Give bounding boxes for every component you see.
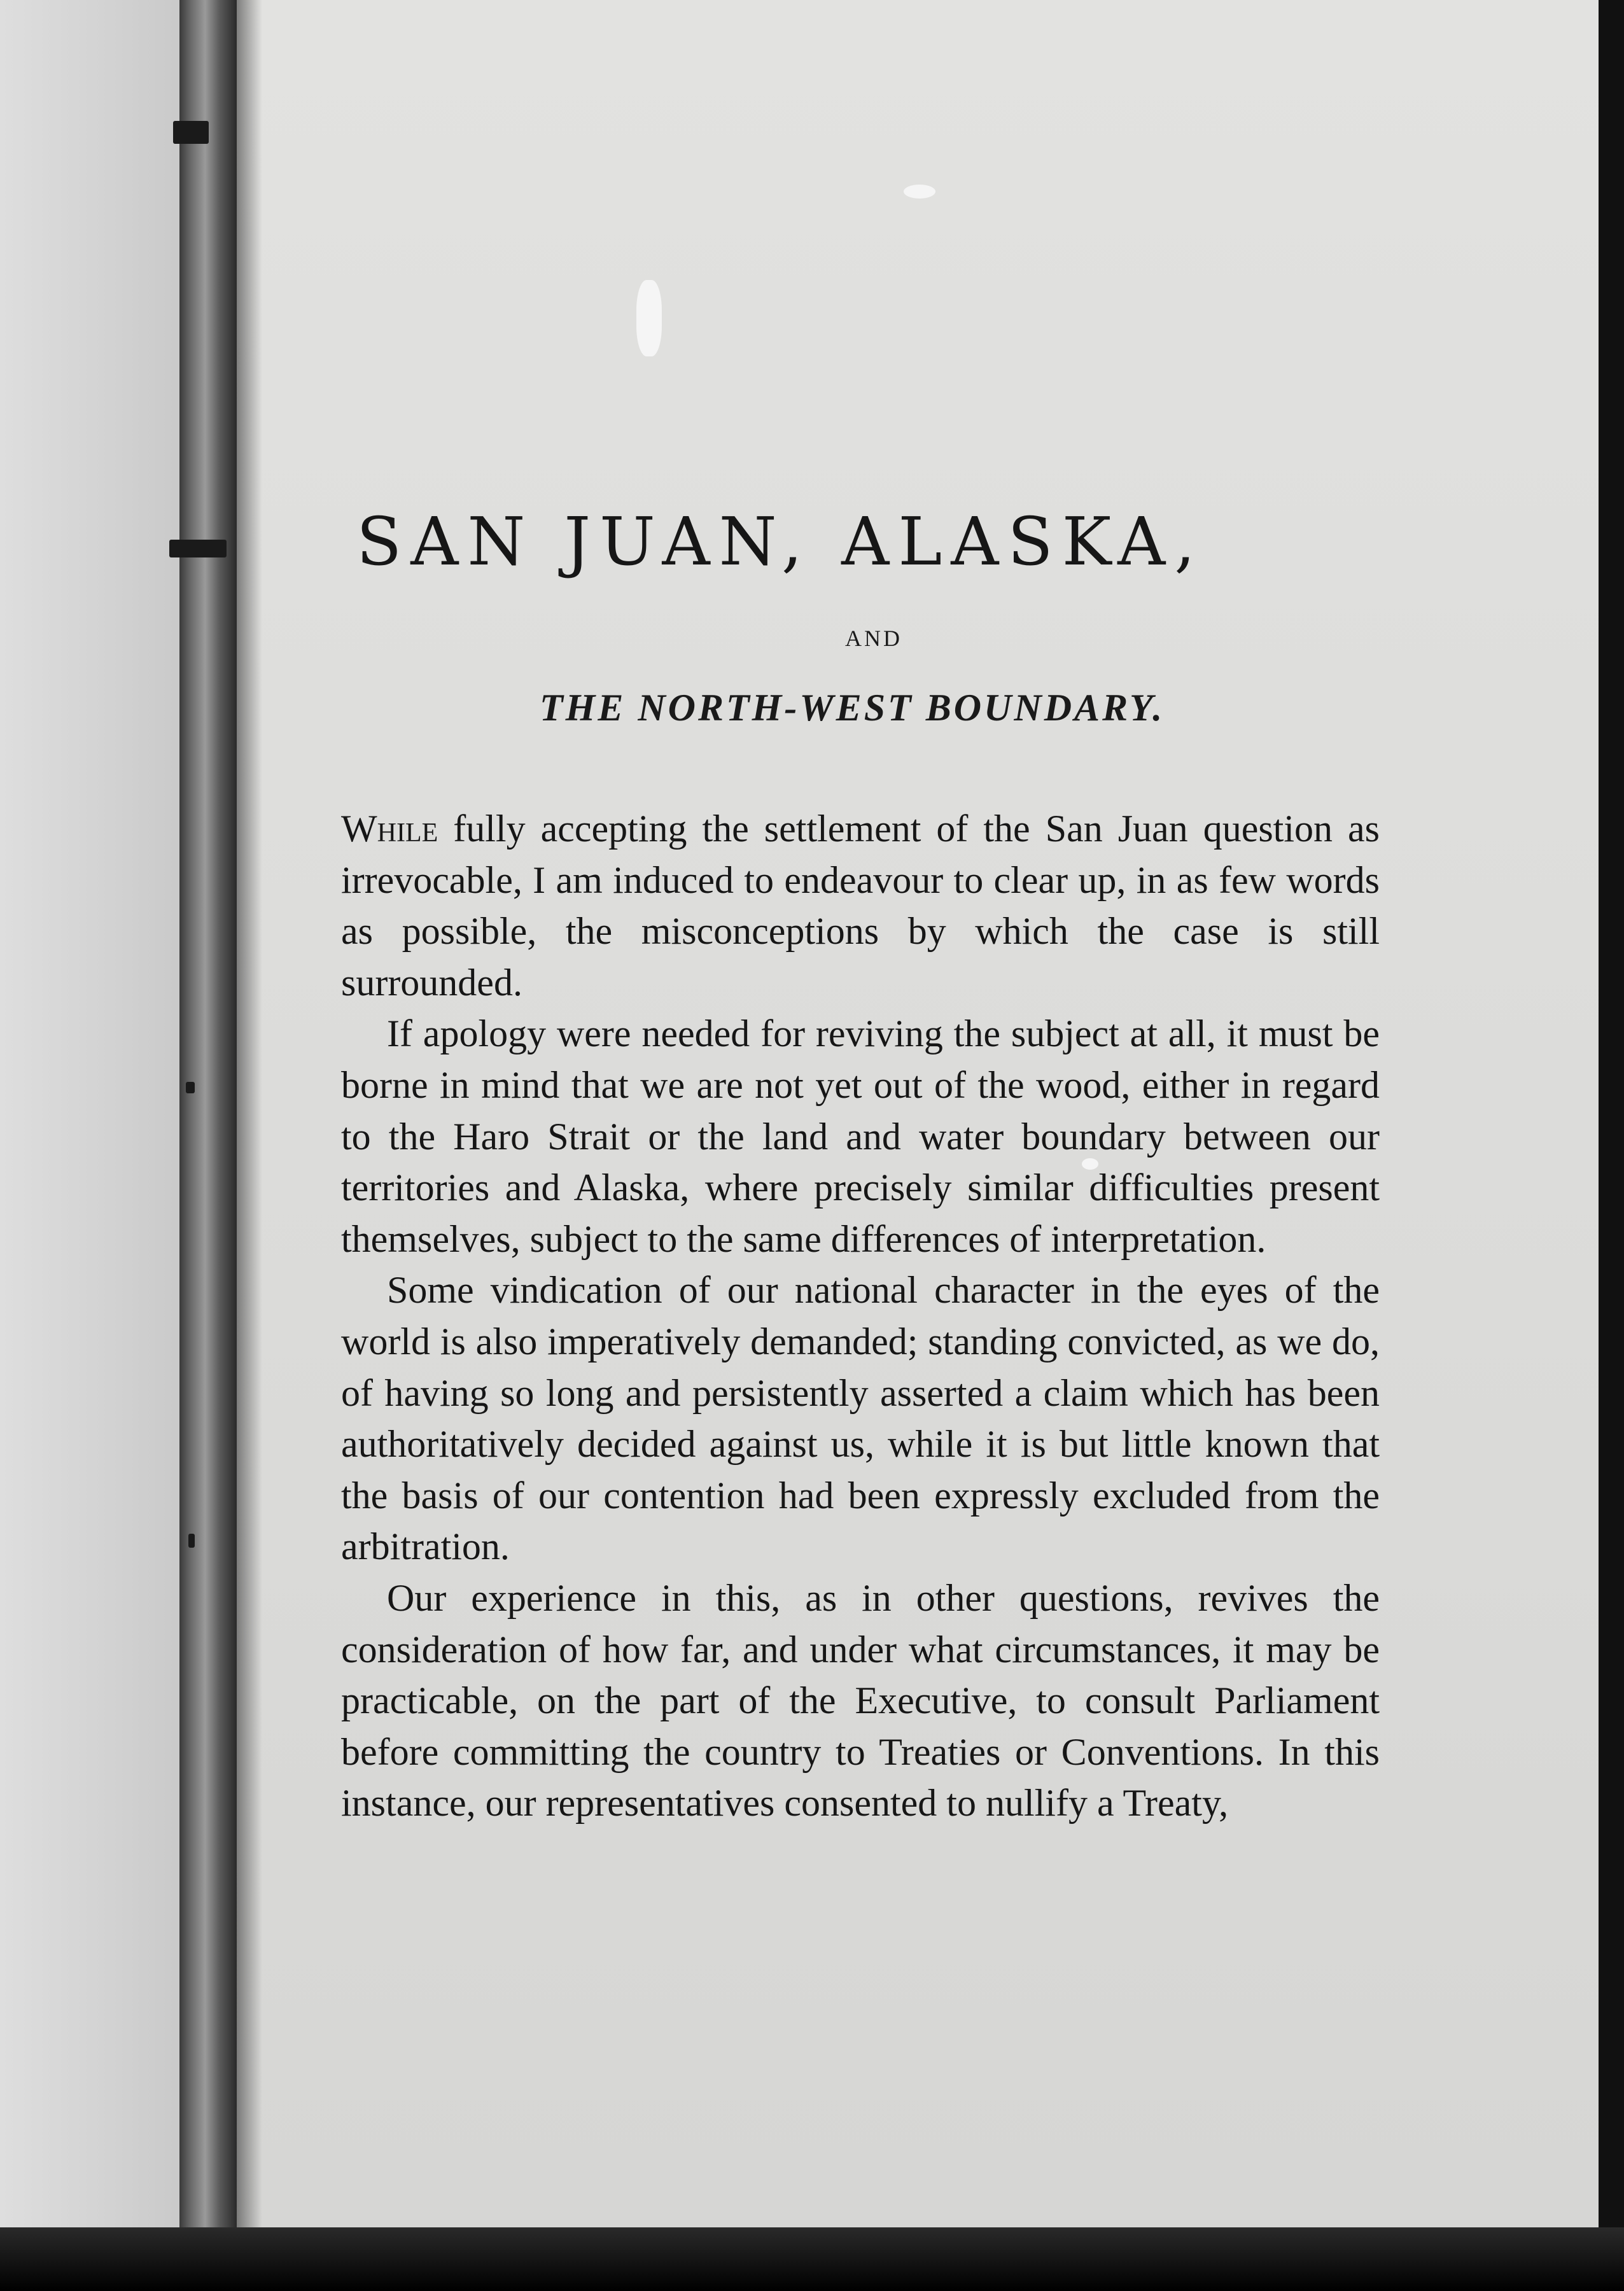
paper-speck — [636, 280, 662, 356]
body-text — [341, 803, 1380, 1829]
paragraph: If apology were needed for reviving the subject at all, it must be borne in mind that we are not yet out of the wood, either in regard to the Haro Strait or the land and water boundary between our territories and Alaska, where precisely similar difficulties present themselves, subject to the same differences of interpretation. — [341, 1012, 1380, 1260]
scan-border-right — [1599, 0, 1624, 2291]
conjunction: AND — [845, 626, 902, 651]
book-spine — [179, 0, 237, 2227]
paragraph: Our experience in this, as in other questions, revives the consideration of how far, and under what circumstances, it may be practicable, on the part of the Executive, to consult Parliament before committing the country to Treaties or Conventions. In this instance, our representatives consented to nullify a Treaty, — [341, 1576, 1380, 1825]
drop-word: While — [341, 808, 438, 850]
flyleaf — [0, 0, 185, 2240]
binding-stitch — [188, 1534, 195, 1548]
scan-border-bottom — [0, 2227, 1624, 2291]
paragraph — [341, 803, 1380, 1008]
binding-stitch — [169, 540, 227, 557]
subtitle: THE NORTH-WEST BOUNDARY. — [540, 687, 1165, 729]
binding-stitch — [173, 121, 209, 144]
paragraph-text: fully accepting the settlement of the San Juan question as irrevocable, I am induced to endeavour to clear up, in as few words as possible, the misconceptions by which the case is still surrounded. — [341, 808, 1380, 1004]
binding-stitch — [186, 1082, 195, 1093]
page-title: SAN JUAN, ALASKA, — [356, 503, 1205, 580]
gutter-shadow — [237, 0, 262, 2227]
paper-speck — [904, 185, 935, 199]
paragraph: Some vindication of our national character in the eyes of the world is also imperatively demanded; standing convicted, as we do, of having so long and persistently asserted a claim which has been authoritatively decided against us, while it is but little known that the basis of our contention had been expressly excluded from the arbitration. — [341, 1269, 1380, 1568]
